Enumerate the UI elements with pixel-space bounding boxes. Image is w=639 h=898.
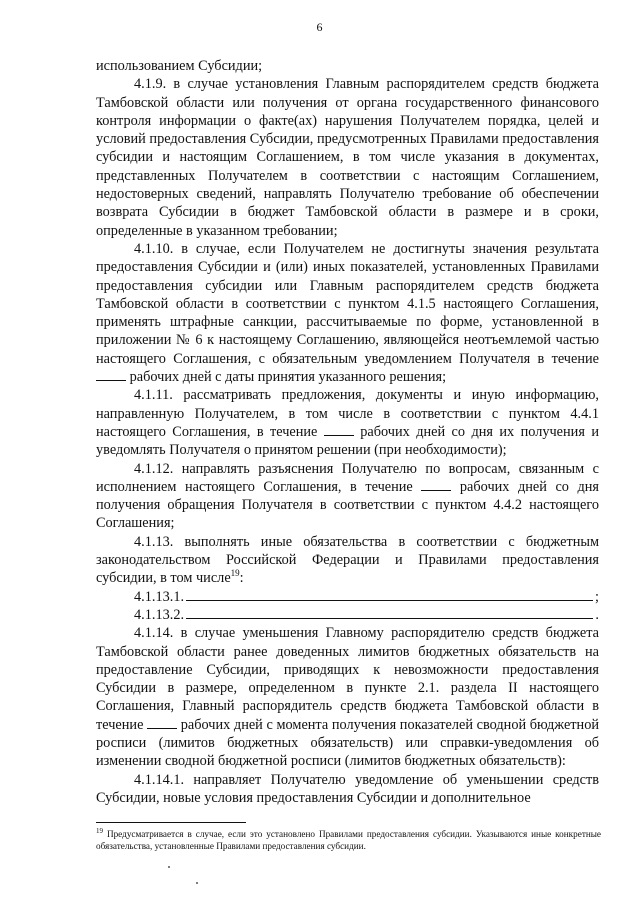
- blank-days-field: [96, 368, 126, 381]
- list-item-label: 4.1.13.2.: [134, 606, 185, 623]
- paragraph-text: использованием Субсидии;: [96, 58, 263, 74]
- paragraph-continuation: [96, 57, 599, 75]
- paragraph-text: рабочих дней с даты принятия указанного решения;: [129, 369, 447, 386]
- paragraph-4-1-9: [96, 75, 599, 240]
- paragraph-text: 4.1.13. выполнять иные обязательства в соответствии с бюджетным законодательством Российской Федерации и Правилами предоставления субсидии, в том числе: [96, 533, 599, 587]
- paragraph-4-1-11: [96, 386, 599, 459]
- footnote-number: 19: [96, 826, 103, 835]
- blank-days-field: [324, 423, 354, 436]
- blank-days-field: [147, 716, 177, 729]
- list-item-4-1-13-2: [96, 606, 599, 624]
- blank-line: [186, 606, 593, 619]
- footnote-reference: 19: [230, 568, 240, 579]
- footnote-separator: [96, 822, 246, 823]
- list-item-end: .: [595, 606, 599, 623]
- list-item-label: 4.1.13.1.: [134, 588, 185, 605]
- paragraph-text: 4.1.10. в случае, если Получателем не достигнуты значения результата предоставления Субсидии и (или) иных показателей, установленных Правилами предоставления субсидии или Главным распорядителем средств бюджета Тамбовской области в соответствии с пунктом 4.1.5 настоящего Соглашения, применять штрафные санкции, рассчитываемые по форме, установленной в приложении № 6 к настоящему Соглашению, являющейся неотъемлемой частью настоящего Соглашения, с обязательным уведомлением Получателя в течение: [96, 240, 599, 367]
- paragraph-text: рабочих дней с момента получения показателей сводной бюджетной росписи (лимитов бюджетных обязательств) или справки-уведомления об изменении сводной бюджетной росписи (лимитов бюджетных обязательств):: [96, 716, 600, 770]
- paragraph-4-1-13: [96, 533, 599, 588]
- footnote: [96, 828, 601, 852]
- document-body: [96, 57, 599, 807]
- blank-days-field: [421, 478, 451, 491]
- page-number: 6: [316, 20, 323, 34]
- paragraph-text: 4.1.14.1. направляет Получателю уведомление об уменьшении средств Субсидии, новые условия предоставления Субсидии и дополнительное: [96, 771, 599, 806]
- paragraph-text: 4.1.12. направлять разъяснения Получателю по вопросам, связанным с исполнением настоящего Соглашения, в течение: [96, 460, 599, 495]
- blank-line: [186, 588, 593, 601]
- paragraph-text: 4.1.14. в случае уменьшения Главному распорядителю средств бюджета Тамбовской области ранее доведенных лимитов бюджетных обязательств на предоставление Субсидии, приводящих к невозможности предоставления Субсидии в размере, определенном в пункте 2.1. раздела II настоящего Соглашения, Главный распорядитель средств бюджета Тамбовской области в течение: [96, 625, 599, 733]
- paragraph-4-1-12: [96, 460, 599, 533]
- list-item-4-1-13-1: [96, 588, 599, 606]
- paragraph-4-1-14-1: [96, 771, 599, 808]
- scan-speck: [196, 882, 198, 884]
- paragraph-text: 4.1.9. в случае установления Главным распорядителем средств бюджета Тамбовской области или получения от органа государственного финансового контроля информации о факте(ах) нарушения Получателем порядка, целей и условий предоставления Субсидии, предусмотренных Правилами предоставления субсидии и настоящим Соглашением, в том числе указания в документах, представленных Получателем в соответствии с настоящим Соглашением, недостоверных сведений, направлять Получателю требование об обеспечении возврата Субсидии в бюджет Тамбовской области в размере и в сроки, определенные в указанном требовании;: [96, 76, 599, 239]
- paragraph-text: рабочих дней со дня получения обращения Получателя в соответствии с пунктом 4.4.2 настоящего Соглашения;: [96, 478, 600, 532]
- paragraph-text: :: [239, 570, 244, 587]
- list-item-end: ;: [595, 588, 599, 605]
- scan-speck: [168, 866, 170, 868]
- paragraph-4-1-10: [96, 240, 599, 386]
- footnote-text: Предусматривается в случае, если это установлено Правилами предоставления субсидии. Указываются иные конкретные обязательства, установленные Правилами предоставления субсидии.: [96, 829, 601, 851]
- paragraph-text: 4.1.11. рассматривать предложения, документы и иную информацию, направленную Получателем, в том числе в соответствии с пунктом 4.4.1 настоящего Соглашения, в течение: [96, 387, 599, 440]
- paragraph-4-1-14: [96, 624, 599, 770]
- paragraph-text: рабочих дней со дня их получения и уведомлять Получателя о принятом решении (при необходимости);: [96, 423, 599, 459]
